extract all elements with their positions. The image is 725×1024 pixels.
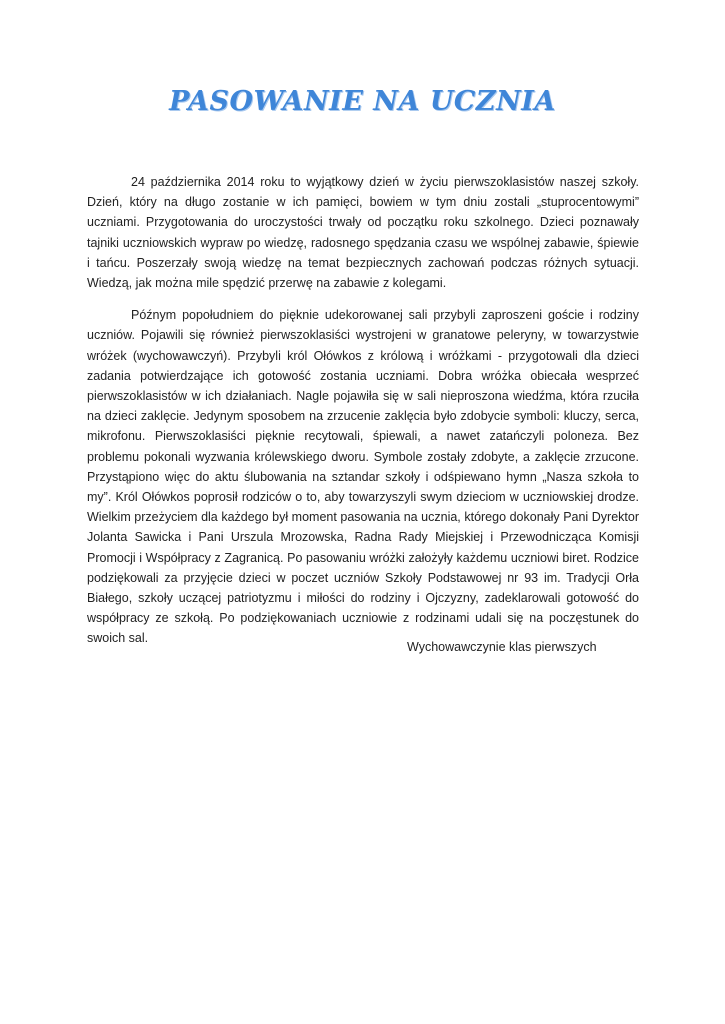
signature: Wychowawczynie klas pierwszych <box>407 640 597 654</box>
document-body <box>87 172 639 661</box>
paragraph-ceremony: Późnym popołudniem do pięknie udekorowanej sali przybyli zaproszeni goście i rodziny uczniów. Pojawili się również pierwszoklasiści wystrojeni w granatowe peleryny, w towarzystwie wróżek (wychowawczyń). Przybyli król Ołówkos z królową i wróżkami - przygotowali dla dzieci zadania potwierdzające ich gotowość zostania uczniami. Dobra wróżka obiecała wesprzeć pierwszoklasistów w ich działaniach. Nagle pojawiła się w sali nieproszona wiedźma, która rzuciła na dzieci zaklęcie. Jedynym sposobem na zrzucenie zaklęcia było zdobycie symboli: kluczy, serca, mikrofonu. Pierwszoklasiści pięknie recytowali, śpiewali, a nawet zatańczyli poloneza. Bez problemu pokonali wyzwania królewskiego dworu. Symbole zostały zdobyte, a zaklęcie zrzucone. Przystąpiono więc do aktu ślubowania na sztandar szkoły i odśpiewano hymn „Nasza szkoła to my”. Król Ołówkos poprosił rodziców o to, aby towarzyszyli swym dzieciom w uczniowskiej drodze. Wielkim przeżyciem dla każdego był moment pasowania na ucznia, którego dokonały Pani Dyrektor Jolanta Sawicka i Pani Urszula Mrozowska, Radna Rady Miejskiej i Przewodnicząca Komisji Promocji i Współpracy z Zagranicą. Po pasowaniu wróżki założyły każdemu uczniowi biret. Rodzice podziękowali za przyjęcie dzieci w poczet uczniów Szkoły Podstawowej nr 93 im. Tradycji Orła Białego, szkoły uczącej patriotyzmu i miłości do rodziny i Ojczyzny, zadeklarowali gotowość do współpracy ze szkołą. Po podziękowaniach uczniowie z rodzinami udali się na poczęstunek do swoich sal. <box>87 308 639 646</box>
document-title: PASOWANIE NA UCZNIA <box>169 86 556 117</box>
paragraph-intro: 24 października 2014 roku to wyjątkowy dzień w życiu pierwszoklasistów naszej szkoły. Dzień, który na długo zostanie w ich pamięci, bowiem w tym dniu zostali „stuprocentowymi” uczniami. Przygotowania do uroczystości trwały od początku roku szkolnego. Dzieci poznawały tajniki uczniowskich wypraw po wiedzę, radosnego spędzania czasu we wspólnej zabawie, śpiewie i tańcu. Poszerzały swoją wiedzę na temat bezpiecznych zachowań podczas różnych sytuacji. Wiedzą, jak można mile spędzić przerwę na zabawie z kolegami. <box>87 175 639 291</box>
